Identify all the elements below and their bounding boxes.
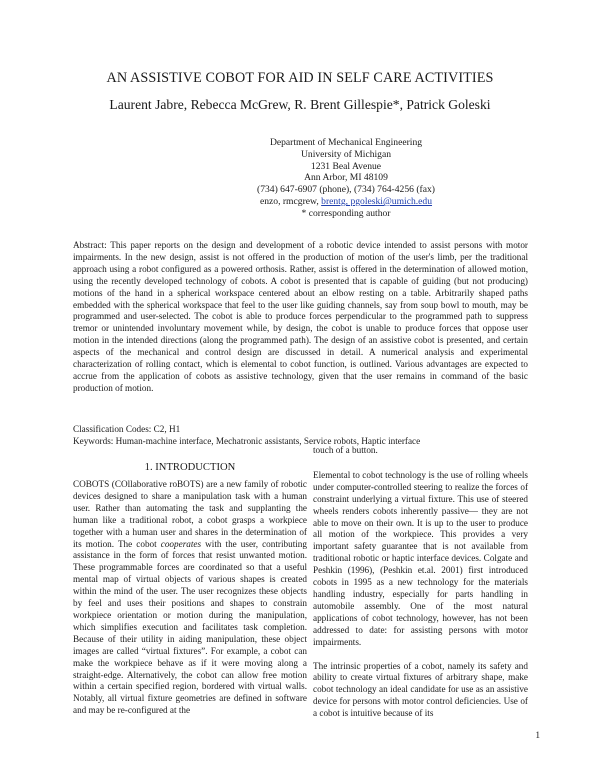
intro-italic-cooperates: cooperates xyxy=(160,538,202,549)
right-column xyxy=(313,445,528,720)
affiliation-city: Ann Arbor, MI 48109 xyxy=(304,172,388,184)
affiliation-block xyxy=(188,137,504,220)
author-list: Laurent Jabre, Rebecca McGrew, R. Brent Gillespie*, Patrick Goleski xyxy=(109,97,491,112)
affiliation-phone-fax: (734) 647-6907 (phone), (734) 764-4256 (fax) xyxy=(257,184,435,196)
intro-paragraph-1-tail: touch of a button. xyxy=(313,445,378,455)
email-prefix: enzo, rmcgrew, xyxy=(259,195,322,207)
affiliation-street: 1231 Beal Avenue xyxy=(310,160,382,172)
intro-paragraph-1-end: with the user, contributing assistance in the form of forces that resist unwanted motion. These programmable forces are coordinated so that a useful mental map of virtual objects of various shapes is created within the mind of the user. The user recognizes these objects by feel and uses their positions and shapes to constrain workpiece orientation or motion during the manipulation, which simplifies execution and facilitates task completion. Because of their utility in aiding manipulation, these object images are called “virtual fixtures”. For example, a cobot can make the workpiece behave as if it were moving along a straight-edge. Alternatively, the cobot can allow free motion within a certain specified region, bordered with virtual walls. Notably, all virtual fixture geometries are defined in software and may be re-configured at the xyxy=(73,538,307,716)
keywords-line: Keywords: Human-machine interface, Mechatronic assistants, Service robots, Haptic interface xyxy=(73,436,421,446)
intro-paragraph-1-start: COBOTS (COllaborative roBOTS) are a new family of robotic devices designed to share a manipulation task with a human user. Rather than automating the task and supplanting the human like a traditional robot, a cobot grasps a workpiece together with a human user and shares in the determination of its motion. The cobot xyxy=(73,479,307,549)
paper-title: AN ASSISTIVE COBOT FOR AID IN SELF CARE ACTIVITIES xyxy=(106,70,494,86)
intro-paragraph-3: The intrinsic properties of a cobot, namely its safety and ability to create virtual fixtures of arbitrary shape, make cobot technology an ideal candidate for use as an assistive device for persons with motor control deficiencies. Use of a cobot is intuitive because of its xyxy=(313,660,528,719)
left-column xyxy=(73,479,307,717)
section-heading-introduction: 1. INTRODUCTION xyxy=(144,462,236,473)
affiliation-university: University of Michigan xyxy=(300,148,392,160)
affiliation-emails xyxy=(188,196,504,208)
classification-codes: Classification Codes: C2, H1 xyxy=(73,424,181,434)
email-link[interactable]: brentg, pgoleski@umich.edu xyxy=(321,195,433,207)
corresponding-author-note: * corresponding author xyxy=(301,207,391,219)
abstract-paragraph: Abstract: This paper reports on the design and development of a robotic device intended to assist persons with motor impairments. In the new design, assist is not offered in the production of motion of the user's limb, per the traditional approach using a robot configured as a powered orthosis. Rather, assist is offered in the determination of allowed motion, using the recently developed technology of cobots. A cobot is presented that is capable of guiding (but not producing) motions of the hand in a spherical workspace centered about an elbow resting on a table. Arbitrarily shaped paths embedded with the spherical workspace that feel to the user like guiding channels, say from soup bowl to mouth, may be programmed and user-selected. The cobot is able to produce forces perpendicular to the programmed path to suppress tremor or unintended involuntary movement while, by design, the cobot is unable to produce forces that oppose user motion in the intended directions (along the programmed path). The design of an assistive cobot is presented, and certain aspects of the mechanical and control design are discussed in detail. A numerical analysis and experimental characterization of rolling contact, which is elemental to cobot function, is outlined. Various advantages are expected to accrue from the application of cobots as assistive technology, given that the user remains in command of the basic production of motion. xyxy=(73,240,528,393)
affiliation-department: Department of Mechanical Engineering xyxy=(269,137,423,148)
intro-paragraph-1 xyxy=(73,479,307,717)
intro-paragraph-2: Elemental to cobot technology is the use of rolling wheels under computer-controlled steering to realize the forces of constraint underlying a virtual fixture. This use of steered wheels renders cobots inherently passive— they are not able to move on their own. It is up to the user to produce all motion of the workpiece. This provides a very important safety guarantee that is not available from traditional robotic or haptic interface devices. Colgate and Peshkin (1996), (Peshkin et.al. 2001) first introduced cobots in 1995 as a new technology for the materials handling industry, especially for parts handling in automobile assembly. One of the most natural applications of cobot technology, however, has not been addressed to date: for assisting persons with motor impairments. xyxy=(313,469,528,647)
page-number: 1 xyxy=(535,731,540,741)
